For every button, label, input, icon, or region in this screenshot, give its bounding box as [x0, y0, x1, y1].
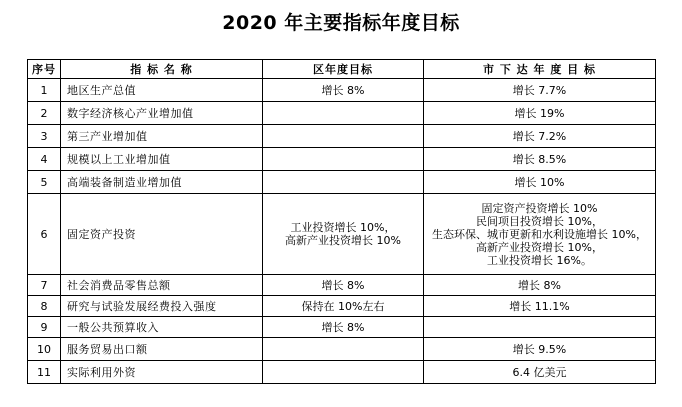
row-index: 5	[28, 171, 61, 194]
table-row	[28, 79, 656, 102]
district-target-line: 增长 8%	[321, 83, 365, 97]
district-target-line: 工业投资增长 10%，	[290, 221, 396, 234]
table-row	[28, 361, 656, 384]
district-target-cell	[263, 296, 424, 317]
city-target-line: 增长 19%	[514, 106, 565, 120]
district-target-cell	[263, 125, 424, 148]
city-target-line: 生态环保、城市更新和水利设施增长 10%，	[432, 227, 647, 241]
row-index: 1	[28, 79, 61, 102]
indicator-name: 第三产业增加值	[61, 125, 263, 148]
city-target-line: 增长 7.2%	[512, 129, 567, 143]
city-target-cell	[424, 361, 656, 384]
city-target-cell	[424, 296, 656, 317]
indicator-name: 一般公共预算收入	[61, 317, 263, 338]
district-target-cell	[263, 317, 424, 338]
indicator-name: 服务贸易出口额	[61, 338, 263, 361]
table-row	[28, 194, 656, 275]
table-row	[28, 148, 656, 171]
column-header-indicator: 指 标 名 称	[61, 60, 263, 79]
city-target-line: 增长 10%	[514, 175, 565, 189]
row-index: 4	[28, 148, 61, 171]
district-target-line: 增长 8%	[321, 278, 365, 292]
city-target-cell	[424, 148, 656, 171]
city-target-line: 高新产业投资增长 10%，	[476, 240, 603, 254]
indicator-name: 地区生产总值	[61, 79, 263, 102]
district-target-line: 增长 8%	[321, 320, 365, 334]
table-header-row	[28, 60, 656, 79]
city-target-cell	[424, 102, 656, 125]
district-target-cell	[263, 171, 424, 194]
table-row	[28, 125, 656, 148]
indicator-name: 数字经济核心产业增加值	[61, 102, 263, 125]
indicator-name: 研究与试验发展经费投入强度	[61, 296, 263, 317]
district-target-cell	[263, 148, 424, 171]
column-header-district-target: 区年度目标	[263, 60, 424, 79]
table-row	[28, 275, 656, 296]
row-index: 8	[28, 296, 61, 317]
district-target-cell	[263, 361, 424, 384]
indicator-name: 固定资产投资	[61, 194, 263, 275]
district-target-cell	[263, 194, 424, 275]
indicator-name: 高端装备制造业增加值	[61, 171, 263, 194]
column-header-city-target: 市 下 达 年 度 目 标	[424, 60, 656, 79]
district-target-cell	[263, 102, 424, 125]
district-target-cell	[263, 338, 424, 361]
row-index: 9	[28, 317, 61, 338]
city-target-cell	[424, 194, 656, 275]
row-index: 10	[28, 338, 61, 361]
table-row	[28, 338, 656, 361]
city-target-line: 增长 7.7%	[512, 83, 567, 97]
column-header-index: 序号	[28, 60, 61, 79]
city-target-cell	[424, 317, 656, 338]
indicator-name: 社会消费品零售总额	[61, 275, 263, 296]
city-target-line: 增长 11.1%	[509, 299, 570, 313]
table-row	[28, 102, 656, 125]
city-target-line: 6.4 亿美元	[512, 365, 567, 379]
city-target-line: 工业投资增长 16%。	[487, 253, 592, 267]
district-target-line: 高新产业投资增长 10%	[285, 234, 401, 247]
district-target-cell	[263, 79, 424, 102]
indicator-name: 规模以上工业增加值	[61, 148, 263, 171]
table-row	[28, 317, 656, 338]
city-target-cell	[424, 171, 656, 194]
row-index: 7	[28, 275, 61, 296]
row-index: 11	[28, 361, 61, 384]
city-target-cell	[424, 79, 656, 102]
city-target-line: 增长 8.5%	[512, 152, 567, 166]
row-index: 3	[28, 125, 61, 148]
table-row	[28, 171, 656, 194]
table-body	[28, 79, 656, 384]
page-title: 2020 年主要指标年度目标	[222, 12, 460, 34]
city-target-cell	[424, 125, 656, 148]
city-target-line: 固定资产投资增长 10%	[481, 201, 598, 215]
district-target-cell	[263, 275, 424, 296]
row-index: 6	[28, 194, 61, 275]
row-index: 2	[28, 102, 61, 125]
table-row	[28, 296, 656, 317]
city-target-line: 增长 8%	[518, 278, 561, 292]
city-target-cell	[424, 275, 656, 296]
city-target-cell	[424, 338, 656, 361]
city-target-line: 民间项目投资增长 10%，	[476, 214, 603, 228]
city-target-line: 增长 9.5%	[512, 342, 567, 356]
targets-table	[27, 59, 656, 384]
indicator-name: 实际利用外资	[61, 361, 263, 384]
district-target-line: 保持在 10%左右	[301, 299, 385, 313]
